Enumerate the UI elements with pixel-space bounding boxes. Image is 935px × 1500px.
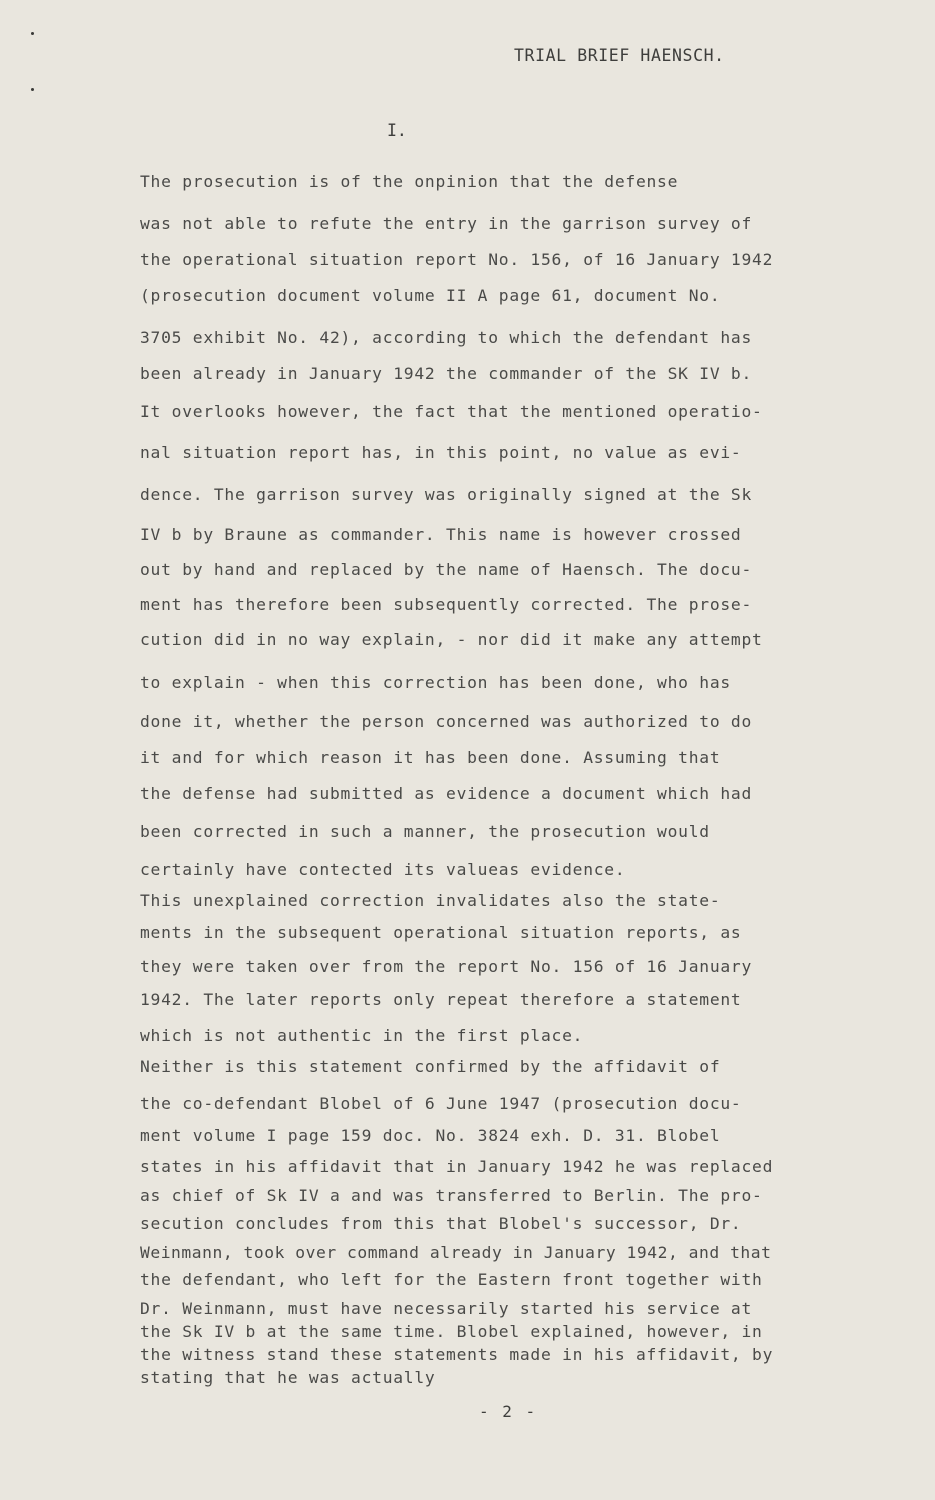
text-line: the co-defendant Blobel of 6 June 1947 (prosecution docu- <box>140 1094 742 1113</box>
text-line: the Sk IV b at the same time. Blobel explained, however, in <box>140 1322 763 1341</box>
document-header: TRIAL BRIEF HAENSCH. <box>514 46 725 65</box>
text-line: nal situation report has, in this point, no value as evi- <box>140 443 742 462</box>
text-line: dence. The garrison survey was originally signed at the Sk <box>140 485 753 504</box>
text-line: done it, whether the person concerned was authorized to do <box>140 712 753 731</box>
text-line: Weinmann, took over command already in January 1942, and that <box>140 1243 772 1262</box>
text-line: the defendant, who left for the Eastern front together with <box>140 1270 763 1289</box>
margin-dot <box>31 88 34 91</box>
text-line: to explain - when this correction has been done, who has <box>140 673 731 692</box>
text-line: was not able to refute the entry in the garrison survey of <box>140 214 753 233</box>
text-line: (prosecution document volume II A page 61, document No. <box>140 286 721 305</box>
text-line: the witness stand these statements made in his affidavit, by <box>140 1345 774 1364</box>
text-line: been corrected in such a manner, the prosecution would <box>140 822 710 841</box>
text-line: the defense had submitted as evidence a document which had <box>140 784 753 803</box>
text-line: been already in January 1942 the commander of the SK IV b. <box>140 364 753 383</box>
text-line: ment volume I page 159 doc. No. 3824 exh. D. 31. Blobel <box>140 1126 721 1145</box>
section-number: I. <box>387 121 407 140</box>
text-line: ment has therefore been subsequently corrected. The prose- <box>140 595 753 614</box>
text-line: The prosecution is of the onpinion that the defense <box>140 172 679 191</box>
text-line: states in his affidavit that in January 1942 he was replaced <box>140 1157 774 1176</box>
margin-dot <box>31 32 34 35</box>
text-line: secution concludes from this that Blobel's successor, Dr. <box>140 1214 742 1233</box>
text-line: out by hand and replaced by the name of Haensch. The docu- <box>140 560 753 579</box>
text-line: the operational situation report No. 156, of 16 January 1942 <box>140 250 774 269</box>
text-line: they were taken over from the report No. 156 of 16 January <box>140 957 753 976</box>
text-line: cution did in no way explain, - nor did it make any attempt <box>140 630 763 649</box>
text-line: ments in the subsequent operational situation reports, as <box>140 923 742 942</box>
text-line: This unexplained correction invalidates also the state- <box>140 891 721 910</box>
text-line: certainly have contected its valueas evidence. <box>140 860 626 879</box>
text-line: stating that he was actually <box>140 1368 436 1387</box>
text-line: as chief of Sk IV a and was transferred to Berlin. The pro- <box>140 1186 763 1205</box>
text-line: It overlooks however, the fact that the mentioned operatio- <box>140 402 763 421</box>
text-line: Dr. Weinmann, must have necessarily started his service at <box>140 1299 753 1318</box>
text-line: which is not authentic in the first place. <box>140 1026 584 1045</box>
text-line: 3705 exhibit No. 42), according to which the defendant has <box>140 328 753 347</box>
text-line: IV b by Braune as commander. This name is however crossed <box>140 525 742 544</box>
text-line: Neither is this statement confirmed by the affidavit of <box>140 1057 721 1076</box>
text-line: 1942. The later reports only repeat therefore a statement <box>140 990 742 1009</box>
text-line: it and for which reason it has been done. Assuming that <box>140 748 721 767</box>
page-number: - 2 - <box>479 1402 538 1421</box>
